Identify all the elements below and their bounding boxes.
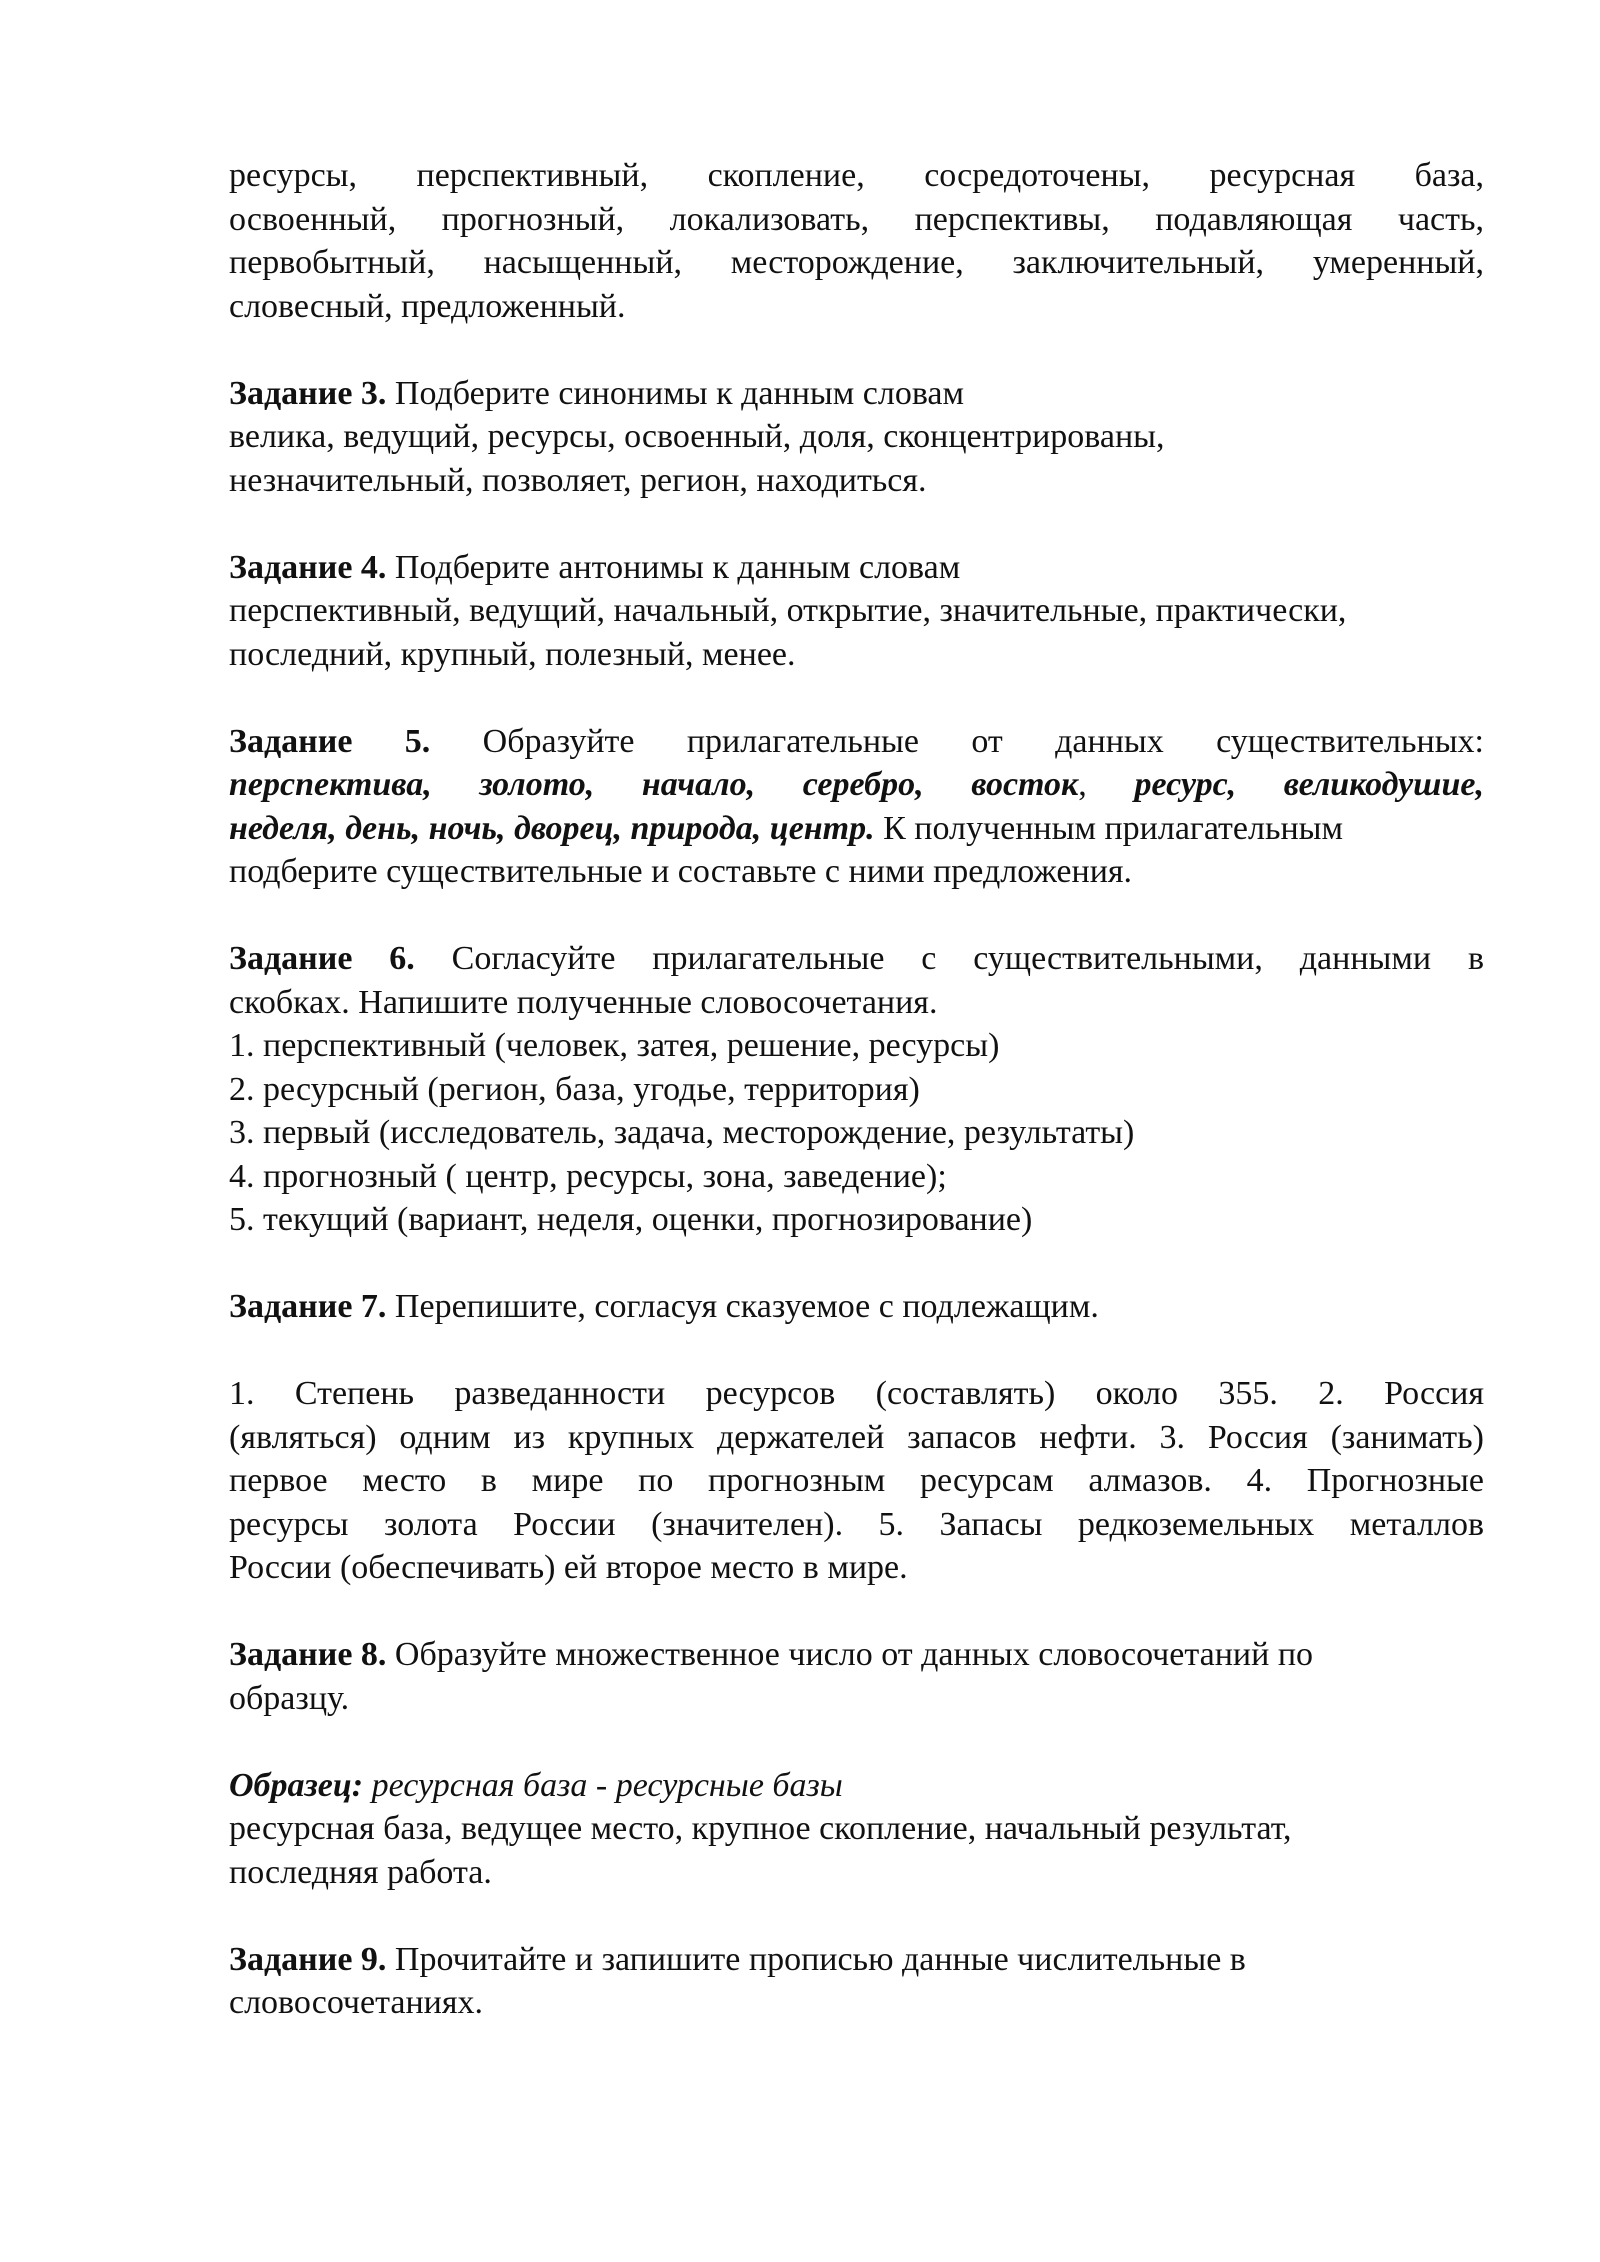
task-8-heading-block (229, 1633, 1484, 1720)
task-5-words-line (229, 807, 1484, 851)
task-7-title: Задание 7. (229, 1288, 387, 1325)
task-3 (229, 372, 1484, 503)
task-3-line: велика, ведущий, ресурсы, освоенный, доля, сконцентрированы, (229, 418, 1165, 455)
task-7-heading-block (229, 1285, 1484, 1329)
task-8-instruction-line: образцу. (229, 1679, 350, 1717)
task-7-line: (являться) одним из крупных держателей запасов нефти. 3. Россия (занимать) (229, 1418, 1484, 1456)
task-3-heading (229, 372, 1484, 416)
task-6-instruction-line: скобках. Напишите полученные словосочетания. (229, 983, 938, 1021)
task-8-sample (229, 1764, 1484, 1808)
list-item: 4. прогнозный ( центр, ресурсы, зона, заведение); (229, 1157, 947, 1195)
task-4-line: последний, крупный, полезный, менее. (229, 635, 796, 673)
intro-line: освоенный, прогнозный, локализовать, перспективы, подавляющая часть, (229, 200, 1484, 238)
task-8-sample-label: Образец: (229, 1766, 364, 1804)
list-item: 1. перспективный (человек, затея, решение, ресурсы) (229, 1027, 1000, 1064)
task-5-tail: К полученным прилагательным (874, 809, 1344, 847)
list-item: 3. первый (исследователь, задача, месторождение, результаты) (229, 1114, 1135, 1151)
task-8-sample-text: ресурсная база - ресурсные базы (363, 1766, 843, 1804)
intro-line: первобытный, насыщенный, месторождение, заключительный, умеренный, (229, 244, 1484, 281)
task-3-instruction: Подберите синонимы к данным словам (386, 374, 965, 412)
task-5-heading (229, 720, 1484, 764)
task-7-heading (229, 1285, 1484, 1329)
task-9-heading (229, 1938, 1484, 1982)
task-5-title: Задание 5. (229, 722, 431, 760)
list-item: 5. текущий (вариант, неделя, оценки, прогнозирование) (229, 1201, 1033, 1238)
task-9 (229, 1938, 1484, 2025)
task-8-title: Задание 8. (229, 1636, 387, 1673)
task-5 (229, 720, 1484, 894)
document-page (229, 154, 1484, 2068)
list-item: 2. ресурсный (регион, база, угодье, территория) (229, 1070, 920, 1108)
task-6-title: Задание 6. (229, 940, 415, 977)
task-5-instruction: Образуйте прилагательные от данных существительных: (430, 722, 1484, 760)
task-7-line: ресурсы золота России (значителен). 5. Запасы редкоземельных металлов (229, 1505, 1484, 1543)
task-8-line: последняя работа. (229, 1853, 492, 1891)
task-4-instruction: Подберите антонимы к данным словам (386, 548, 961, 586)
task-3-line: незначительный, позволяет, регион, находиться. (229, 461, 927, 499)
task-8-line: ресурсная база, ведущее место, крупное скопление, начальный результат, (229, 1810, 1292, 1847)
task-5-words: ресурс, великодушие, (1134, 766, 1485, 803)
intro-line: ресурсы, перспективный, скопление, сосредоточены, ресурсная база, (229, 157, 1484, 194)
task-7-line: России (обеспечивать) ей второе место в мире. (229, 1549, 908, 1586)
intro-line: словесный, предложенный. (229, 287, 626, 325)
task-7-body (229, 1372, 1484, 1590)
task-8-heading (229, 1633, 1484, 1677)
task-6-instruction: Согласуйте прилагательные с существительными, данными в (414, 940, 1485, 977)
task-9-instruction: Прочитайте и запишите прописью данные числительные в (386, 1940, 1246, 1978)
task-7-instruction: Перепишите, согласуя сказуемое с подлежащим. (386, 1288, 1099, 1325)
intro-word-list (229, 154, 1484, 328)
task-5-tail-line: подберите существительные и составьте с ними предложения. (229, 853, 1133, 890)
task-4-line: перспективный, ведущий, начальный, открытие, значительные, практически, (229, 592, 1347, 629)
task-5-words: перспектива, золото, начало, серебро, восток (229, 766, 1079, 803)
task-5-words-line (229, 763, 1484, 807)
task-9-instruction-line: словосочетаниях. (229, 1984, 484, 2021)
task-6-heading (229, 937, 1484, 981)
task-3-title: Задание 3. (229, 374, 387, 412)
task-5-comma: , (1078, 766, 1135, 803)
task-8-body (229, 1764, 1484, 1895)
task-7-line: первое место в мире по прогнозным ресурсам алмазов. 4. Прогнозные (229, 1462, 1484, 1499)
task-8-instruction: Образуйте множественное число от данных словосочетаний по (386, 1636, 1314, 1673)
task-4-heading (229, 546, 1484, 590)
task-7-line: 1. Степень разведанности ресурсов (составлять) около 355. 2. Россия (229, 1375, 1484, 1412)
task-4-title: Задание 4. (229, 548, 387, 586)
task-6 (229, 937, 1484, 1242)
task-9-title: Задание 9. (229, 1940, 387, 1978)
task-5-words: неделя, день, ночь, дворец, природа, центр. (229, 809, 875, 847)
task-4 (229, 546, 1484, 677)
